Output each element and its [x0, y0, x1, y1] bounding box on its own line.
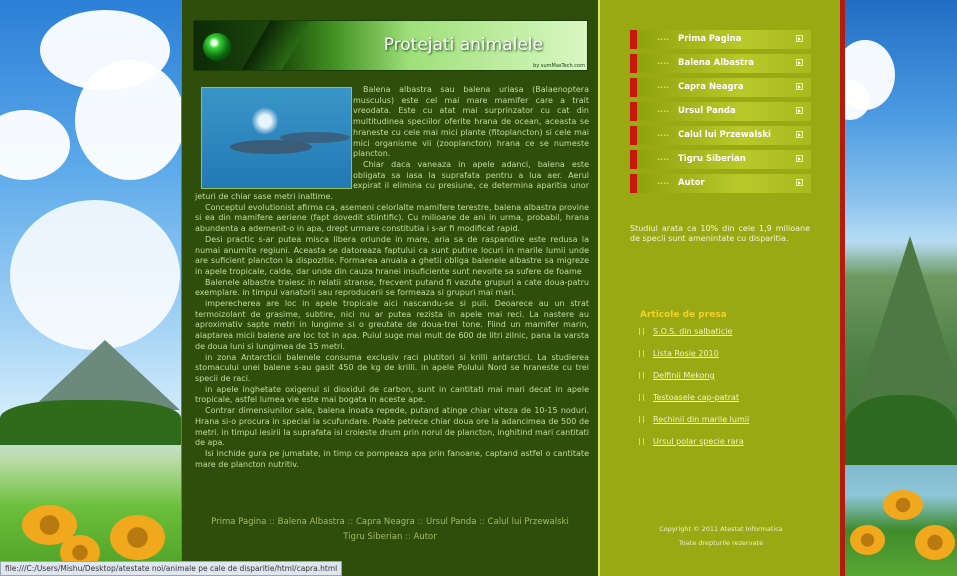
copyright-line: Copyright © 2011 Atestat Informatica	[659, 525, 783, 533]
menu-item-label: Calul lui Przewalski	[678, 130, 771, 140]
article-paragraph: in zona Antarcticii balenele consuma exclusiv raci plutitori si krilli antarctici. La studierea stomacului unei balene s-au gasit 450 de kg de krilli. in apele Polului Nord se hraneste cu trei specii de raci.	[195, 352, 589, 383]
article-paragraph: Balenele albastre traiesc in relatii stranse, frecvent putand fi vazute grupuri a cate doua-patru exemplare. in timpul vanatorii sau reproducerii se formeaza si grupuri mai mari.	[195, 277, 589, 298]
dots-icon: ····	[657, 59, 670, 68]
press-link[interactable]	[638, 435, 818, 449]
footer-link-tigru-siberian[interactable]: Tigru Siberian	[343, 532, 403, 542]
bullet-icon	[639, 416, 644, 423]
arrow-right-icon	[796, 83, 803, 90]
sidebar-edge	[840, 0, 845, 576]
menu-item-label: Balena Albastra	[678, 58, 755, 68]
arrow-right-icon	[796, 107, 803, 114]
bullet-icon	[639, 438, 644, 445]
footer-link-balena-albastra[interactable]: Balena Albastra	[277, 517, 345, 527]
footer-separator: ::	[479, 517, 485, 527]
flower	[883, 490, 923, 520]
sidebar	[598, 0, 842, 576]
menu-item-prima-pagina[interactable]	[630, 30, 811, 49]
footer-separator: ::	[417, 517, 424, 527]
footer-link-ursul-panda[interactable]: Ursul Panda	[425, 517, 477, 527]
copyright	[600, 522, 842, 550]
article-paragraph: imperecherea are loc in apele tropicale aici nascandu-se si puii. Deoarece au un strat termoizolant de grasime, subtire, nici nu ar putea rezista in apele mai reci. La nastere au aproximativ sapte metri in lungime si o greutate de doua-trei tone. Fiind un mamifer marin, alaptarea micii balene are loc tot in apa. Puiul suge mai mult de 600 de litri zilnic, pana la varsta de doua luni si lungimea de 15 metri.	[195, 299, 589, 351]
menu-item-label: Ursul Panda	[678, 106, 736, 116]
banner-credit: by sumMasTech.com	[533, 63, 585, 69]
footer-link-calul-lui-przewalski[interactable]: Calul lui Przewalski	[487, 517, 569, 527]
press-link[interactable]	[638, 413, 818, 427]
bullet-icon	[639, 372, 644, 379]
arrow-right-icon	[796, 155, 803, 162]
press-link[interactable]	[638, 391, 818, 405]
footer-link-prima-pagina[interactable]: Prima Pagina	[211, 517, 267, 527]
tree-line	[845, 395, 957, 465]
press-list	[638, 325, 818, 457]
press-section-title: Articole de presa	[640, 310, 727, 320]
menu-item-calul-lui-przewalski[interactable]	[630, 126, 811, 145]
press-link[interactable]	[638, 325, 818, 339]
press-link[interactable]	[638, 347, 818, 361]
menu-item-balena-albastra[interactable]	[630, 54, 811, 73]
dots-icon: ····	[657, 179, 670, 188]
rights-line: Toate drepturile rezervate	[678, 539, 764, 547]
dots-icon: ····	[657, 83, 670, 92]
press-link[interactable]	[638, 369, 818, 383]
article-text	[195, 85, 589, 470]
article-paragraph: Contrar dimensiunilor sale, balena inoata repede, putand atinge chiar viteza de 10-15 noduri. Hrana si-o procura in special la scufundare. Poate petrece chiar doua ore la adancimea de 500 de metri. in timpul iesirii la suprafata isi croieste drum prin norul de plancton, inghitind mari cantitati de apa.	[195, 406, 589, 448]
mountain	[855, 236, 957, 406]
arrow-right-icon	[796, 131, 803, 138]
article-paragraph: Conceptul evolutionist afirma ca, asemeni celorlalte mamifere terestre, balena albastra provine si ea din mamifere aeriene (fapt dovedit stiintific). Cu milioane de ani in urma, probabil, hrana abundenta a ademenit-o in apa, drept urmare constitutia i s-ar fi modificat rapid.	[195, 202, 589, 234]
main-content	[181, 0, 598, 576]
globe-icon	[203, 33, 231, 61]
flower	[915, 525, 955, 560]
footer-separator: ::	[405, 532, 411, 542]
article-paragraph: in apele inghetate oxigenul si dioxidul de carbon, sunt in cantitati mai mari decat in apele tropicale, astfel lumea vie este mai bogata in aceste ape.	[195, 384, 589, 405]
page-title: Protejati animalele	[383, 35, 543, 55]
study-text: Studiul arata ca 10% din cele 1,9 milioane de specii sunt amenintate cu disparitia.	[630, 224, 810, 243]
menu-item-autor[interactable]	[630, 174, 811, 193]
main-menu	[630, 30, 811, 198]
menu-item-ursul-panda[interactable]	[630, 102, 811, 121]
background-scenery-right	[845, 0, 957, 576]
dots-icon: ····	[657, 155, 670, 164]
banner-slant	[237, 20, 312, 71]
press-link-label: Lista Rosie 2010	[653, 349, 719, 358]
footer-nav	[182, 515, 598, 545]
press-link-label: Delfinii Mekong	[653, 371, 715, 380]
menu-item-capra-neagra[interactable]	[630, 78, 811, 97]
footer-separator: ::	[269, 517, 275, 527]
header-banner	[193, 20, 588, 71]
press-link-label: Testoasele cap-patrat	[653, 393, 740, 402]
dots-icon: ····	[657, 107, 670, 116]
cloud	[10, 200, 180, 350]
bullet-icon	[639, 328, 644, 335]
footer-link-capra-neagra[interactable]: Capra Neagra	[355, 517, 415, 527]
article-paragraph: Isi inchide gura pe jumatate, in timp ce pompeaza apa prin fanoane, captand astfel o cantitate mare de plancton nutritiv.	[195, 448, 589, 469]
article-paragraph: Chiar daca vaneaza in apele adanci, balena este obligata sa iasa la suprafata pentru a lua aer. Aerul expirat il elimina cu presiune, ce determina aparitia unor jeturi de chiar sase metri inaltime.	[195, 159, 589, 202]
press-link-label: Ursul polar specie rara	[653, 437, 744, 446]
menu-item-label: Prima Pagina	[678, 34, 742, 44]
menu-item-label: Capra Neagra	[678, 82, 744, 92]
cloud	[75, 60, 181, 180]
footer-link-autor[interactable]: Autor	[413, 532, 437, 542]
menu-item-tigru-siberian[interactable]	[630, 150, 811, 169]
arrow-right-icon	[796, 179, 803, 186]
arrow-right-icon	[796, 59, 803, 66]
cloud	[0, 110, 70, 180]
footer-separator: ::	[347, 517, 354, 527]
article-paragraph: Balena albastra sau balena uriasa (Balaenoptera musculus) este cel mai mare mamifer care a trait vreodata. Este cu atat mai surprinzator cu cat din multitudinea speciilor oferite hrana de ocean, aceasta se hraneste cu cele mai mici plante (fitoplancton) si cele mai mici organisme vii (zooplancton) hrana ce se numeste plancton.	[353, 85, 589, 159]
bullet-icon	[639, 394, 644, 401]
flower	[110, 515, 165, 560]
bullet-icon	[639, 350, 644, 357]
press-link-label: Rechinii din marile lumii	[653, 415, 750, 424]
article-paragraph: Desi practic s-ar putea misca libera oriunde in mare, aria sa de raspandire este redusa la numai anumite regiuni. Aceasta se datoreaza faptului ca sunt putine locuri in marile lumii unde are suficient plancton la dispozitie. Formarea anuala a ghetii obliga balenele albastre sa migreze in apele tropicale, calde, dar unde din cauza hranei insuficiente sunt nevoite sa sufere de foame	[195, 234, 589, 276]
status-bar: file:///C:/Users/Mishu/Desktop/atestate noi/animale pe cale de disparitie/html/capra.html	[0, 561, 342, 576]
dots-icon: ····	[657, 35, 670, 44]
dots-icon: ····	[657, 131, 670, 140]
arrow-right-icon	[796, 35, 803, 42]
flower	[850, 525, 885, 555]
background-scenery-left	[0, 0, 181, 576]
tree-line	[0, 400, 181, 445]
press-link-label: S.O.S. din salbaticie	[653, 327, 733, 336]
menu-item-label: Tigru Siberian	[678, 154, 746, 164]
menu-item-label: Autor	[678, 178, 705, 188]
